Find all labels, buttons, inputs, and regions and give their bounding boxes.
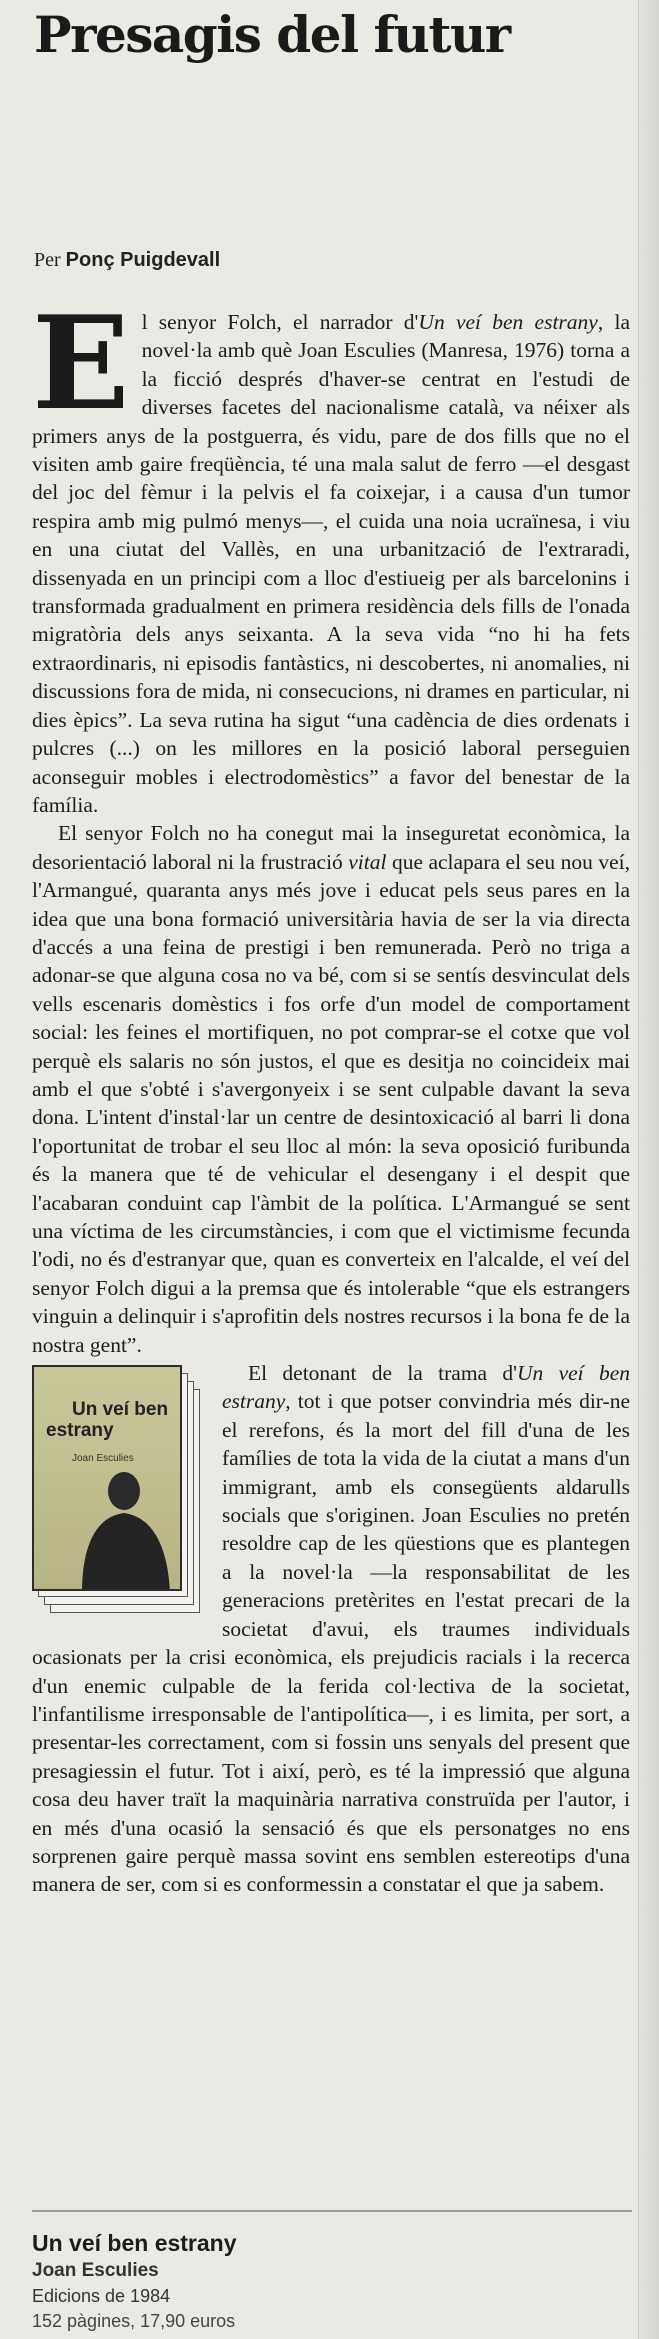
paragraph-1: El senyor Folch, el narrador d'Un veí ben estrany, la novel·la amb què Joan Esculies (Manresa, 1976) torna a la ficció després d'haver-se centrat en l'estudi de diverses facetes del nacionalisme català, va néixer als primers anys de la postguerra, és vidu, pare de dos fills que no el visiten amb gaire freqüència, té una mala salut de ferro —el desgast del joc del fèmur i la pelvis el fa coixejar, i a causa d'un tumor respira amb mig pulmó menys—, el cuida una noia ucraïnesa, i viu en una ciutat del Vallès, en una urbanització de l'extraradi, dissenyada en un principi com a lloc d'estiueig per als barcelonins i transformada gradualment en primera residència dels fills de l'onada migratòria dels anys seixanta. A la seva vida “no hi ha fets extraordinaris, ni episodis fantàstics, ni descobertes, ni anomalies, ni discussions fora de mida, ni consecucions, ni drames en particular, ni dies èpics”. La seva rutina ha sigut “una cadència de dies ordenats i pulcres (...) on les millores en la posició laboral perseguien aconseguir mobles i electrodomèstics” a favor del benestar de la família. [32, 289, 630, 817]
paragraph-3: Un veí ben estrany Joan Esculies El detonant de la trama d'Un veí ben estrany, tot i que potser convindria més dir-ne el rerefons, és la mort del fill d'una de les famílies de tota la vida de la ciutat a mans d'un immigrant, amb els consegüents aldarulls socials que s'originen. Joan Esculies no pretén resoldre cap de les qüestions que es plantegen a la novel·la —la responsabilitat de les generacions pretèrites en l'estat precari de la societat d'avui, els traumes individuals ocasionats per la crisi econòmica, els prejudicis racials i la recerca d'un enemic culpable de la ferida col·lectiva de la societat, l'infantilisme irresponsable de l'antipolítica—, i es limita, per sort, a presentar-les correctament, com si fossin uns senyals del present que presagiessin el futur. Tot i així, però, es té la impressió que alguna cosa deu haver traït la maquinària narrativa construïda per l'autor, i en més d'una ocasió la sensació és que els personatges no ens sorprenen gaire perquè massa sovint ens semblen estereotips d'una manera de ser, com si es conformessin a constatar el que ja sabem. [32, 1361, 630, 1897]
byline-prefix: Per [34, 249, 61, 271]
drop-cap: E [32, 289, 130, 439]
paragraph-2: El senyor Folch no ha conegut mai la inseguretat econòmica, la desorientació laboral ni la frustració vital que aclapara el seu nou veí, l'Armangué, quaranta anys més jove i educat pels seus pares en la idea que una bona formació universitària havia de ser la via directa d'accés a una feina de prestigi i ben remunerada. Però no triga a adonar-se que alguna cosa no va bé, com si se sentís desvinculat dels vells escenaris domèstics i fos orfe d'un model de comportament social: les feines el mortifiquen, no pot comprar-se el cotxe que vol perquè els salaris no són justos, el que es desitja no coincideix mai amb el que s'obté i s'avergonyeix i se sent culpable davant la seva dona. L'intent d'instal·lar un centre de desintoxicació al barri li dona l'oportunitat de trobar el seu lloc al món: la seva oposició furibunda és la manera que té de vehicular el desengany i el despit que l'acabaran conduint cap l'àmbit de la política. L'Armangué se sent una víctima de les circumstàncies, i com que el victimisme fecunda l'odi, no és d'estranyar que, quan es converteix en l'alcalde, el veí del senyor Folch digui a la premsa que és intolerable “que els estrangers vinguin a delinquir i s'aprofitin dels nostres recursos i la bona fe de la nostra gent”. [32, 821, 630, 1357]
book-details: 152 pàgines, 17,90 euros [32, 2311, 236, 2331]
byline [34, 249, 220, 272]
book-info-box [32, 2228, 237, 2334]
book-title: Un veí ben estrany [32, 2230, 237, 2256]
book-cover [32, 1365, 182, 1591]
book-publisher: Edicions de 1984 [32, 2286, 171, 2306]
cover-title: Un veí ben estrany [46, 1399, 169, 1442]
article-body [32, 289, 630, 1899]
headline: Presagis del futur [34, 5, 510, 64]
book-author: Joan Esculies [32, 2260, 159, 2281]
byline-author: Ponç Puigdevall [65, 249, 221, 271]
adjacent-page-edge [638, 0, 659, 2339]
cover-silhouette-figure [74, 1467, 174, 1591]
divider-rule [32, 2210, 632, 2212]
cover-author: Joan Esculies [72, 1453, 134, 1465]
book-cover-image [32, 1365, 208, 1629]
